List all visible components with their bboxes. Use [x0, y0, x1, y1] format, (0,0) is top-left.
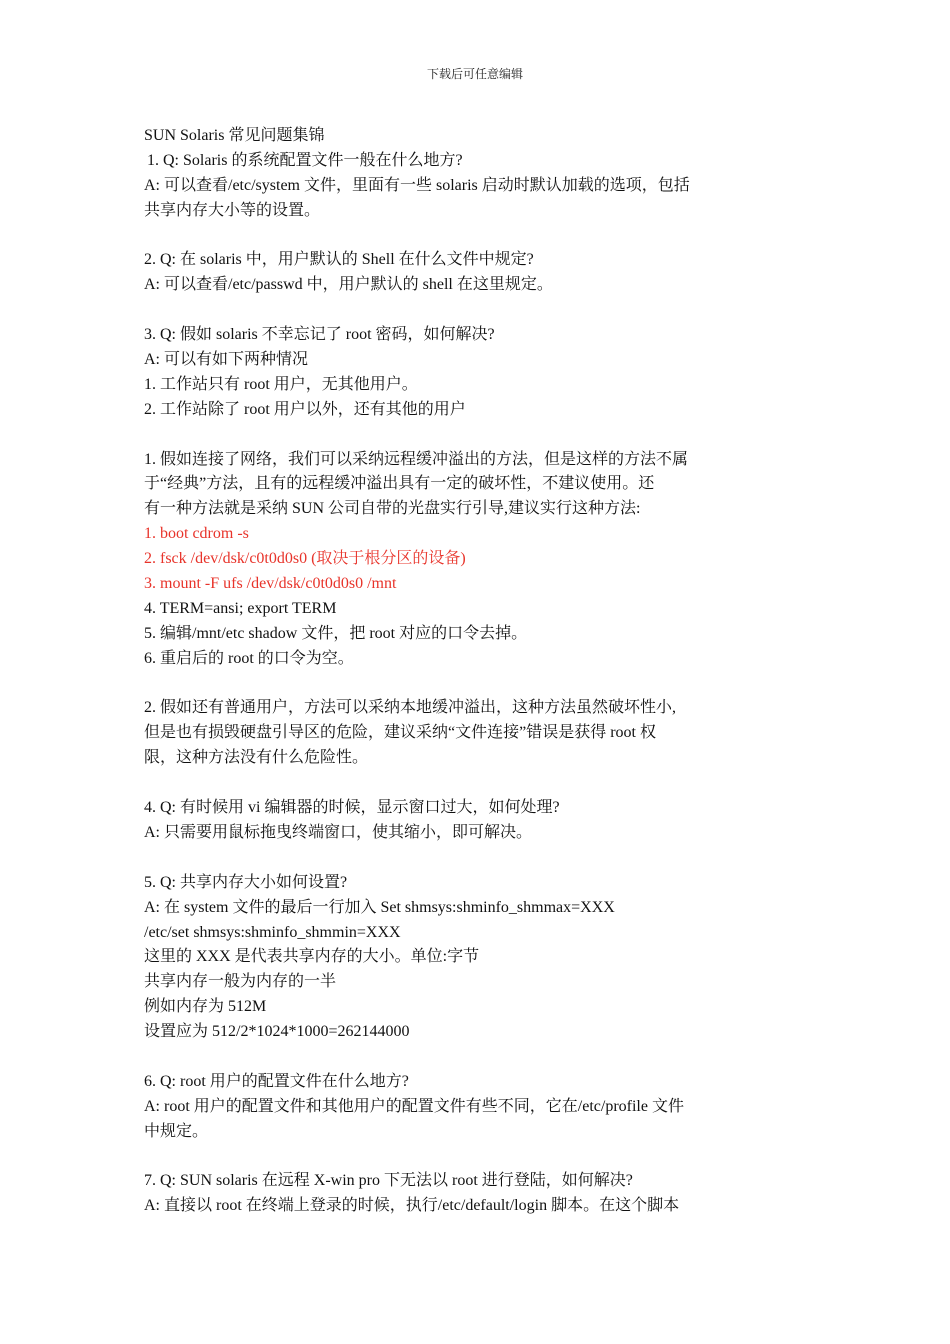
page-header: 下载后可任意编辑: [426, 67, 523, 81]
question-7: 7. Q: SUN solaris 在远程 X-win pro 下无法以 root 进行登陆，如何解决?: [144, 1172, 633, 1190]
question-4: 4. Q: 有时候用 vi 编辑器的时候，显示窗口过大，如何处理?: [144, 799, 560, 817]
question-2: 2. Q: 在 solaris 中，用户默认的 Shell 在什么文件中规定?: [144, 251, 534, 269]
answer-5-line-2: /etc/set shmsys:shminfo_shmmin=XXX: [144, 923, 401, 941]
document-body: [144, 124, 724, 1219]
paragraph-spacer: [144, 846, 724, 871]
answer-4: A: 只需要用鼠标拖曳终端窗口，使其缩小，即可解决。: [144, 823, 533, 841]
paragraph-spacer: [144, 423, 724, 448]
method-2-line-3: 限，这种方法没有什么危险性。: [144, 749, 369, 767]
answer-6-line-1: A: root 用户的配置文件和其他用户的配置文件有些不同，它在/etc/profile 文件: [144, 1097, 684, 1115]
step-2-highlighted: 2. fsck /dev/dsk/c0t0d0s0 (取决于根分区的设备): [144, 550, 466, 568]
answer-7-line-1: A: 直接以 root 在终端上登录的时候，执行/etc/default/login 脚本。在这个脚本: [144, 1197, 680, 1215]
answer-2: A: 可以查看/etc/passwd 中，用户默认的 shell 在这里规定。: [144, 276, 553, 294]
question-3: 3. Q: 假如 solaris 不幸忘记了 root 密码，如何解决?: [144, 326, 495, 344]
method-1-line-3: 有一种方法就是采纳 SUN 公司自带的光盘实行引导,建议实行这种方法:: [144, 500, 641, 518]
answer-5-line-5: 例如内存为 512M: [144, 998, 267, 1016]
paragraph-spacer: [144, 1045, 724, 1070]
paragraph-spacer: [144, 771, 724, 796]
answer-5-line-6: 设置应为 512/2*1024*1000=262144000: [144, 1023, 410, 1041]
question-5: 5. Q: 共享内存大小如何设置?: [144, 873, 348, 891]
paragraph-spacer: [144, 1145, 724, 1170]
step-5: 5. 编辑/mnt/etc shadow 文件，把 root 对应的口令去掉。: [144, 624, 528, 642]
method-1-line-1: 1. 假如连接了网络，我们可以采纳远程缓冲溢出的方法，但是这样的方法不属: [144, 450, 689, 468]
document-title: SUN Solaris 常见问题集锦: [144, 127, 325, 144]
step-3-highlighted: 3. mount -F ufs /dev/dsk/c0t0d0s0 /mnt: [144, 575, 397, 593]
answer-6-line-2: 中规定。: [144, 1122, 209, 1140]
answer-3-case-2: 2. 工作站除了 root 用户以外，还有其他的用户: [144, 400, 466, 418]
step-6: 6. 重启后的 root 的口令为空。: [144, 649, 354, 667]
method-2-line-2: 但是也有损毁硬盘引导区的危险，建议采纳“文件连接”错误是获得 root 权: [144, 724, 656, 742]
step-1-highlighted: 1. boot cdrom -s: [144, 525, 249, 543]
answer-5-line-4: 共享内存一般为内存的一半: [144, 973, 337, 991]
answer-1-line-2: 共享内存大小等的设置。: [144, 201, 321, 219]
paragraph-spacer: [144, 224, 724, 249]
answer-5-line-3: 这里的 XXX 是代表共享内存的大小。单位:字节: [144, 948, 480, 966]
question-1: 1. Q: Solaris 的系统配置文件一般在什么地方?: [147, 151, 463, 169]
paragraph-spacer: [144, 298, 724, 323]
question-6: 6. Q: root 用户的配置文件在什么地方?: [144, 1072, 409, 1090]
method-2-line-1: 2. 假如还有普通用户，方法可以采纳本地缓冲溢出，这种方法虽然破坏性小,: [144, 699, 677, 717]
paragraph-spacer: [144, 672, 724, 697]
answer-3: A: 可以有如下两种情况: [144, 351, 309, 369]
step-4: 4. TERM=ansi; export TERM: [144, 599, 337, 617]
answer-3-case-1: 1. 工作站只有 root 用户，无其他用户。: [144, 375, 418, 393]
answer-1-line-1: A: 可以查看/etc/system 文件，里面有一些 solaris 启动时默认加载的选项，包括: [144, 176, 690, 194]
method-1-line-2: 于“经典”方法，且有的远程缓冲溢出具有一定的破坏性，不建议使用。还: [144, 475, 655, 493]
answer-5-line-1: A: 在 system 文件的最后一行加入 Set shmsys:shminfo_shmmax=XXX: [144, 898, 615, 916]
